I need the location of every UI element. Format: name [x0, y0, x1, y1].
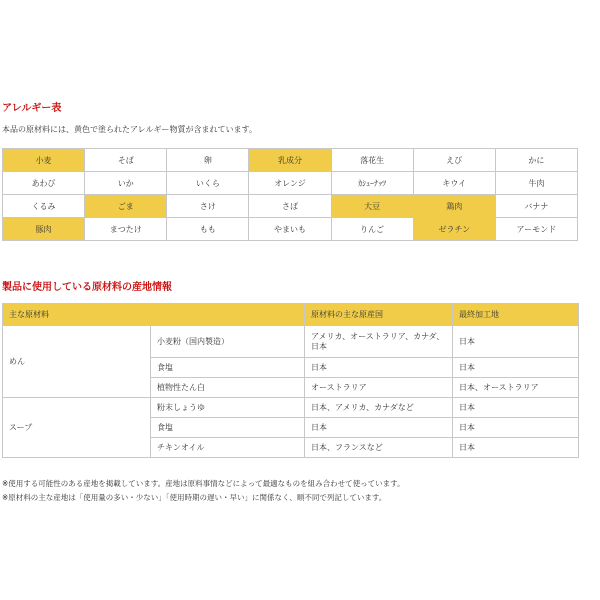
allergy-row [3, 172, 578, 195]
allergy-cell: 落花生 [331, 149, 413, 172]
allergy-cell: やまいも [249, 218, 331, 241]
header-origin-country: 原材料の主な原産国 [305, 304, 453, 326]
origin-table [2, 303, 579, 458]
allergy-cell: えび [413, 149, 495, 172]
origin-processing: 日本、オーストラリア [453, 378, 579, 398]
allergy-cell: キウイ [413, 172, 495, 195]
allergy-cell: そば [85, 149, 167, 172]
origin-ingredient: 食塩 [151, 358, 305, 378]
allergy-cell: アーモンド [495, 218, 577, 241]
allergy-row [3, 218, 578, 241]
origin-header-row [3, 304, 579, 326]
allergy-cell: 牛肉 [495, 172, 577, 195]
origin-group-name: スープ [3, 398, 151, 458]
origin-processing: 日本 [453, 358, 579, 378]
origin-country: 日本 [305, 358, 453, 378]
allergy-cell: りんご [331, 218, 413, 241]
origin-country: アメリカ、オーストラリア、カナダ、日本 [305, 326, 453, 358]
allergy-cell: バナナ [495, 195, 577, 218]
origin-title: 製品に使用している原材料の産地情報 [2, 282, 172, 293]
origin-note-2: ※原材料の主な産地は「使用量の多い・少ない」「使用時期の遅い・早い」に関係なく、順不同で列記しています。 [2, 493, 387, 502]
origin-country: 日本、アメリカ、カナダなど [305, 398, 453, 418]
origin-group-name: めん [3, 326, 151, 398]
origin-country: 日本 [305, 418, 453, 438]
origin-ingredient: 食塩 [151, 418, 305, 438]
allergy-intro: 本品の原材料には、黄色で塗られたアレルギー物質が含まれています。 [2, 125, 257, 134]
allergy-cell: ｶｼｭｰﾅｯﾂ [331, 172, 413, 195]
origin-note-1: ※使用する可能性のある産地を掲載しています。産地は原料事情などによって最適なものを組み合わせて使っています。 [2, 479, 405, 488]
allergy-table [2, 148, 578, 241]
origin-ingredient: 小麦粉（国内製造） [151, 326, 305, 358]
allergy-title: アレルギー表 [2, 103, 62, 114]
allergy-cell: いか [85, 172, 167, 195]
origin-row [3, 326, 579, 358]
allergy-row [3, 149, 578, 172]
origin-ingredient: 植物性たん白 [151, 378, 305, 398]
origin-country: 日本、フランスなど [305, 438, 453, 458]
allergy-cell: ゼラチン [413, 218, 495, 241]
allergy-cell: 豚肉 [3, 218, 85, 241]
allergy-cell: 乳成分 [249, 149, 331, 172]
origin-row [3, 398, 579, 418]
allergy-cell: まつたけ [85, 218, 167, 241]
origin-ingredient: チキンオイル [151, 438, 305, 458]
allergy-row [3, 195, 578, 218]
origin-processing: 日本 [453, 438, 579, 458]
allergy-cell: 大豆 [331, 195, 413, 218]
header-processing-place: 最終加工地 [453, 304, 579, 326]
allergy-cell: 小麦 [3, 149, 85, 172]
header-main-ingredient: 主な原材料 [3, 304, 305, 326]
origin-processing: 日本 [453, 418, 579, 438]
origin-ingredient: 粉末しょうゆ [151, 398, 305, 418]
origin-processing: 日本 [453, 398, 579, 418]
allergy-cell: オレンジ [249, 172, 331, 195]
allergy-cell: いくら [167, 172, 249, 195]
allergy-cell: ごま [85, 195, 167, 218]
allergy-cell: 卵 [167, 149, 249, 172]
allergy-cell: さば [249, 195, 331, 218]
origin-processing: 日本 [453, 326, 579, 358]
allergy-cell: もも [167, 218, 249, 241]
origin-country: オーストラリア [305, 378, 453, 398]
allergy-cell: さけ [167, 195, 249, 218]
allergy-cell: 鶏肉 [413, 195, 495, 218]
allergy-cell: あわび [3, 172, 85, 195]
allergy-cell: かに [495, 149, 577, 172]
allergy-cell: くるみ [3, 195, 85, 218]
